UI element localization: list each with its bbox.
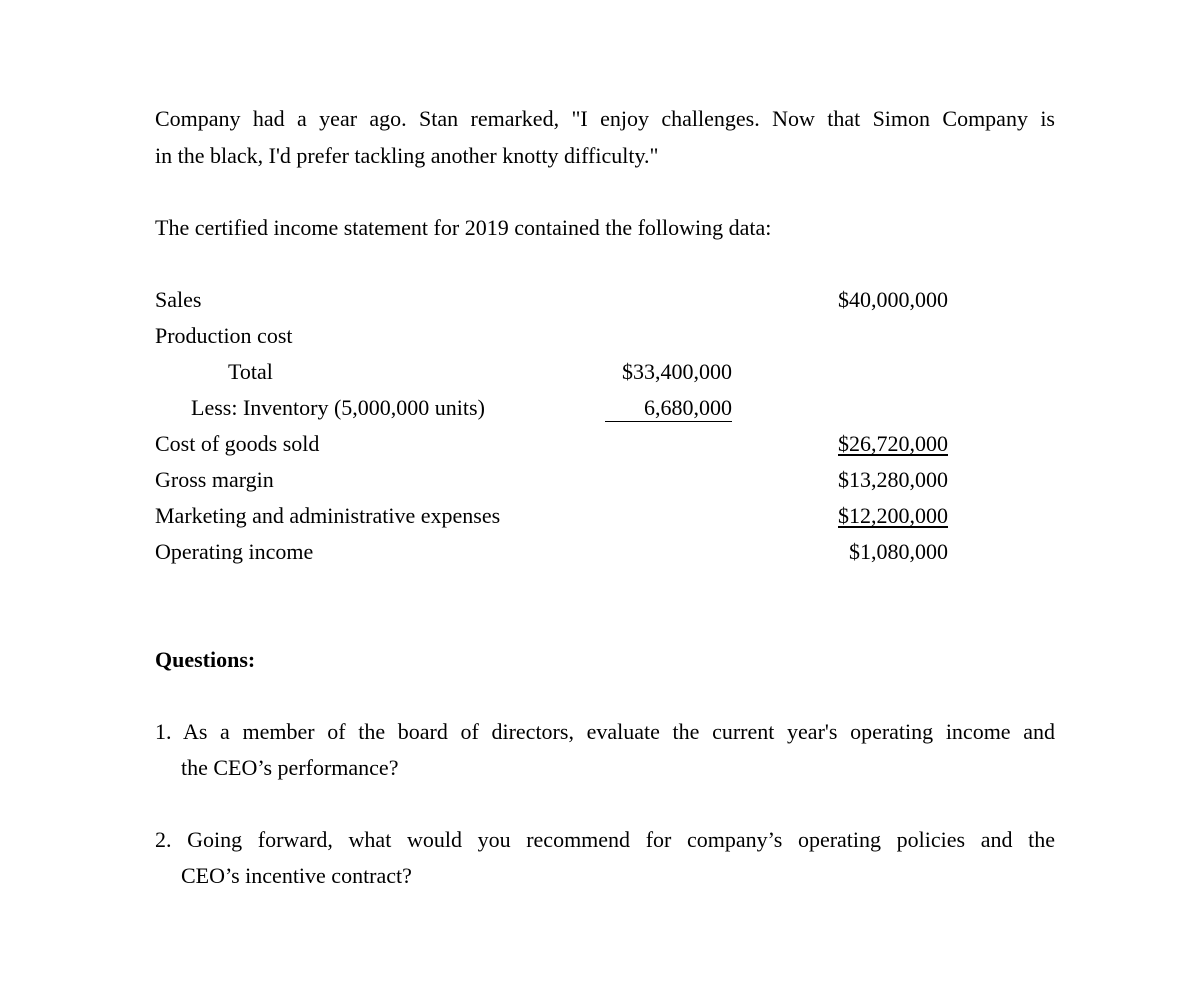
questions-heading: Questions: <box>155 647 256 672</box>
intro-line-1: Company had a year ago. Stan remarked, "I enjoy challenges. Now that Simon Company is <box>155 106 1055 131</box>
less-inventory-label: Less: Inventory (5,000,000 units) <box>191 395 485 420</box>
marketing-label: Marketing and administrative expenses <box>155 503 501 528</box>
question-1-line-1: 1. As a member of the board of directors, evaluate the current year's operating income and <box>155 719 1055 744</box>
statement-intro: The certified income statement for 2019 contained the following data: <box>155 215 772 240</box>
total-amount: $33,400,000 <box>622 359 732 384</box>
gross-margin-label: Gross margin <box>155 467 274 492</box>
less-inventory-amount: 6,680,000 <box>644 395 732 420</box>
intro-line-2: in the black, I'd prefer tackling another knotty difficulty." <box>155 143 659 168</box>
operating-income-label: Operating income <box>155 539 314 564</box>
question-2-line-1: 2. Going forward, what would you recommend for company’s operating policies and the <box>155 827 1055 852</box>
question-1-line-2: the CEO’s performance? <box>181 755 399 780</box>
sales-label: Sales <box>155 287 202 312</box>
cogs-amount: $26,720,000 <box>838 431 948 456</box>
total-label: Total <box>228 359 273 384</box>
production-cost-label: Production cost <box>155 323 293 348</box>
question-2-line-2: CEO’s incentive contract? <box>181 863 412 888</box>
sales-amount: $40,000,000 <box>838 287 948 312</box>
gross-margin-amount: $13,280,000 <box>838 467 948 492</box>
cogs-label: Cost of goods sold <box>155 431 320 456</box>
marketing-amount: $12,200,000 <box>838 503 948 528</box>
operating-income-amount: $1,080,000 <box>849 539 948 564</box>
